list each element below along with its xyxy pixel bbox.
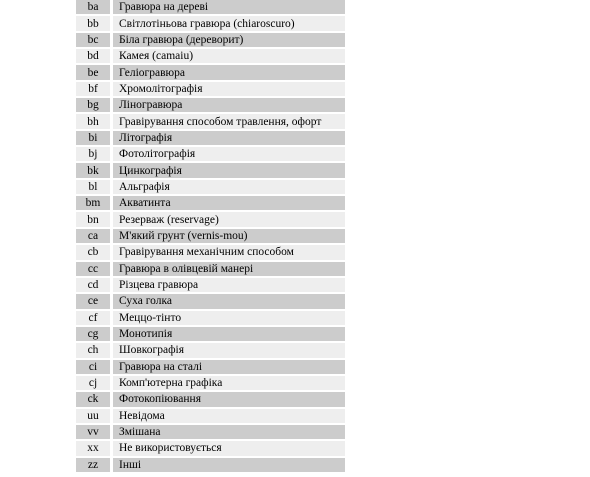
row-label: Монотипія <box>113 327 345 341</box>
table-row <box>76 82 345 96</box>
row-code: xx <box>76 441 110 455</box>
row-code: vv <box>76 425 110 439</box>
row-label: Літографія <box>113 131 345 145</box>
row-label: Біла гравюра (дереворит) <box>113 33 345 47</box>
row-label: Камея (camaiu) <box>113 49 345 63</box>
row-code: bm <box>76 196 110 210</box>
table-row <box>76 441 345 455</box>
row-label: Гравірування способом травлення, офорт <box>113 114 345 128</box>
row-code: bb <box>76 16 110 30</box>
row-code: be <box>76 65 110 79</box>
row-code: bk <box>76 163 110 177</box>
row-code: bh <box>76 114 110 128</box>
row-label: Змішана <box>113 425 345 439</box>
table-row <box>76 376 345 390</box>
table-row <box>76 147 345 161</box>
row-label: Гравірування механічним способом <box>113 245 345 259</box>
row-label: Альграфія <box>113 180 345 194</box>
table-row <box>76 278 345 292</box>
row-label: Акватинта <box>113 196 345 210</box>
table-row <box>76 245 345 259</box>
table-row <box>76 98 345 112</box>
row-code: cb <box>76 245 110 259</box>
row-code: bl <box>76 180 110 194</box>
codes-table-body <box>76 0 345 472</box>
table-row <box>76 212 345 226</box>
row-code: ce <box>76 294 110 308</box>
row-code: bj <box>76 147 110 161</box>
row-label: Суха голка <box>113 294 345 308</box>
row-label: Гравюра в олівцевій манері <box>113 262 345 276</box>
table-row <box>76 294 345 308</box>
table-row <box>76 409 345 423</box>
table-row <box>76 114 345 128</box>
row-code: bn <box>76 212 110 226</box>
row-code: bc <box>76 33 110 47</box>
row-code: cd <box>76 278 110 292</box>
table-row <box>76 458 345 472</box>
row-code: zz <box>76 458 110 472</box>
row-code: ck <box>76 392 110 406</box>
table-row <box>76 33 345 47</box>
table-row <box>76 343 345 357</box>
row-label: Геліогравюра <box>113 65 345 79</box>
row-label: Світлотіньова гравюра (chiaroscuro) <box>113 16 345 30</box>
row-code: bd <box>76 49 110 63</box>
row-label: Ліногравюра <box>113 98 345 112</box>
row-label: Фотолітографія <box>113 147 345 161</box>
row-label: Не використовується <box>113 441 345 455</box>
row-code: uu <box>76 409 110 423</box>
row-label: Меццо-тінто <box>113 311 345 325</box>
row-code: ca <box>76 229 110 243</box>
table-row <box>76 163 345 177</box>
table-row <box>76 65 345 79</box>
table-row <box>76 360 345 374</box>
codes-table <box>76 0 345 474</box>
row-code: cc <box>76 262 110 276</box>
row-label: М'який грунт (vernis-mou) <box>113 229 345 243</box>
row-label: Інші <box>113 458 345 472</box>
table-row <box>76 425 345 439</box>
table-row <box>76 229 345 243</box>
row-code: ch <box>76 343 110 357</box>
table-row <box>76 327 345 341</box>
row-label: Гравюра на дереві <box>113 0 345 14</box>
row-label: Шовкографія <box>113 343 345 357</box>
row-code: bg <box>76 98 110 112</box>
row-code: bi <box>76 131 110 145</box>
row-code: ba <box>76 0 110 14</box>
row-code: cj <box>76 376 110 390</box>
table-row <box>76 196 345 210</box>
row-label: Резерваж (reservage) <box>113 212 345 226</box>
table-row <box>76 392 345 406</box>
row-label: Невідома <box>113 409 345 423</box>
table-row <box>76 311 345 325</box>
table-row <box>76 49 345 63</box>
row-code: cg <box>76 327 110 341</box>
row-label: Хромолітографія <box>113 82 345 96</box>
row-label: Гравюра на сталі <box>113 360 345 374</box>
table-row <box>76 262 345 276</box>
table-row <box>76 16 345 30</box>
row-label: Комп'ютерна графіка <box>113 376 345 390</box>
row-code: bf <box>76 82 110 96</box>
table-row <box>76 180 345 194</box>
row-label: Різцева гравюра <box>113 278 345 292</box>
row-code: cf <box>76 311 110 325</box>
row-label: Фотокопіювання <box>113 392 345 406</box>
row-label: Цинкографія <box>113 163 345 177</box>
table-row <box>76 131 345 145</box>
row-code: ci <box>76 360 110 374</box>
table-row <box>76 0 345 14</box>
